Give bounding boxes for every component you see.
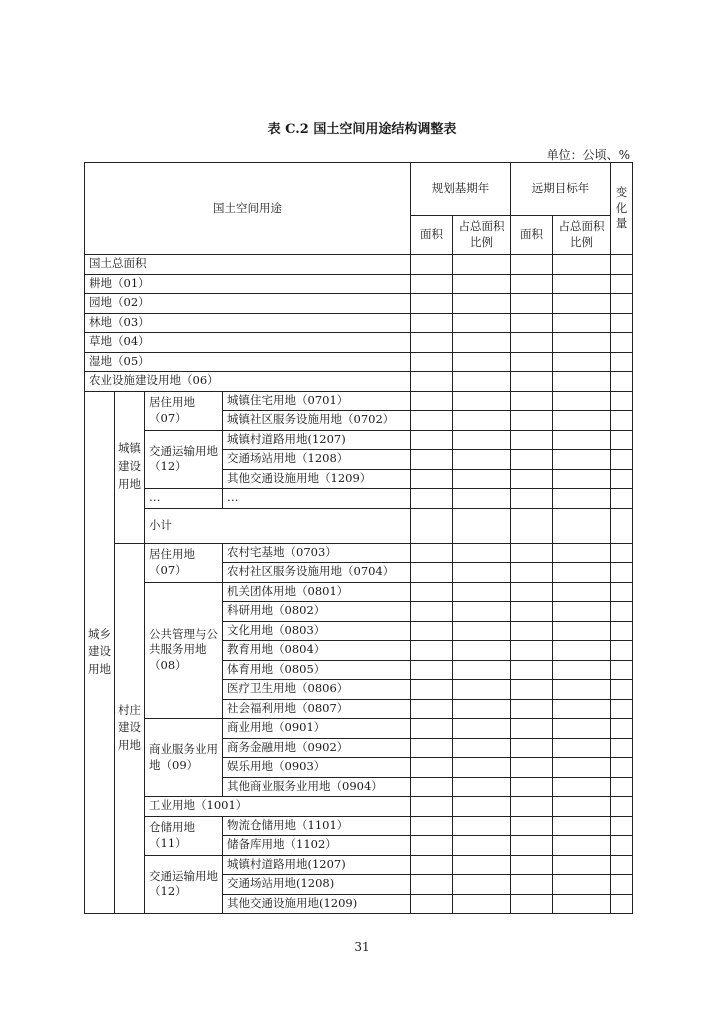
value-cell	[611, 255, 633, 275]
row-label: 草地（04）	[85, 333, 411, 353]
value-cell	[511, 563, 553, 583]
value-cell	[611, 563, 633, 583]
item-label: 城镇社区服务设施用地（0702）	[223, 411, 411, 431]
value-cell	[611, 641, 633, 661]
value-cell	[411, 563, 453, 583]
row-label: 耕地（01）	[85, 274, 411, 294]
page-title: 表 C.2 国土空间用途结构调整表	[267, 122, 457, 137]
value-cell	[511, 836, 553, 856]
value-cell	[611, 333, 633, 353]
item-label: 社会福利用地（0807）	[223, 699, 411, 719]
value-cell	[553, 660, 611, 680]
value-cell	[611, 582, 633, 602]
header-base-area: 面积	[411, 216, 453, 255]
value-cell	[511, 391, 553, 411]
value-cell	[553, 797, 611, 817]
value-cell	[553, 294, 611, 314]
value-cell	[553, 699, 611, 719]
item-label: 交通场站用地(1208)	[223, 875, 411, 895]
value-cell	[453, 875, 511, 895]
value-cell	[411, 469, 453, 489]
item-label: 商务金融用地（0902）	[223, 738, 411, 758]
value-cell	[411, 738, 453, 758]
value-cell	[411, 391, 453, 411]
table-row	[85, 855, 633, 875]
value-cell	[611, 621, 633, 641]
item-label: 农村宅基地（0703）	[223, 543, 411, 563]
header-target-area: 面积	[511, 216, 553, 255]
value-cell	[411, 333, 453, 353]
value-cell	[611, 816, 633, 836]
item-label: 文化用地（0803）	[223, 621, 411, 641]
value-cell	[411, 641, 453, 661]
value-cell	[511, 602, 553, 622]
value-cell	[453, 797, 511, 817]
value-cell	[553, 621, 611, 641]
value-cell	[553, 430, 611, 450]
value-cell	[453, 602, 511, 622]
value-cell	[553, 758, 611, 778]
value-cell	[611, 274, 633, 294]
unit-label: 单位：公顷、%	[546, 148, 630, 162]
table-row	[85, 391, 633, 411]
item-label: 其他商业服务业用地（0904）	[223, 777, 411, 797]
value-cell	[411, 450, 453, 470]
value-cell	[611, 508, 633, 543]
value-cell	[511, 855, 553, 875]
header-target-year: 远期目标年	[511, 163, 611, 216]
value-cell	[553, 313, 611, 333]
value-cell	[411, 508, 453, 543]
value-cell	[611, 855, 633, 875]
value-cell	[411, 816, 453, 836]
row-label: 林地（03）	[85, 313, 411, 333]
value-cell	[411, 680, 453, 700]
value-cell	[411, 255, 453, 275]
value-cell	[611, 469, 633, 489]
value-cell	[411, 274, 453, 294]
value-cell	[453, 621, 511, 641]
value-cell	[453, 660, 511, 680]
value-cell	[611, 836, 633, 856]
value-cell	[511, 333, 553, 353]
table-row	[85, 274, 633, 294]
value-cell	[411, 875, 453, 895]
village-label: 村庄建设用地	[115, 543, 145, 914]
group-label: 工业用地（1001）	[145, 797, 411, 817]
value-cell	[611, 352, 633, 372]
value-cell	[411, 758, 453, 778]
table-row	[85, 543, 633, 563]
value-cell	[611, 391, 633, 411]
value-cell	[453, 563, 511, 583]
value-cell	[411, 430, 453, 450]
value-cell	[411, 602, 453, 622]
header-target-ratio: 占总面积比例	[553, 216, 611, 255]
item-label: 娱乐用地（0903）	[223, 758, 411, 778]
value-cell	[611, 411, 633, 431]
value-cell	[553, 836, 611, 856]
table-row	[85, 816, 633, 836]
value-cell	[611, 875, 633, 895]
value-cell	[611, 680, 633, 700]
value-cell	[511, 660, 553, 680]
header-row	[85, 163, 633, 216]
value-cell	[553, 894, 611, 914]
item-label: 教育用地（0804）	[223, 641, 411, 661]
value-cell	[411, 836, 453, 856]
value-cell	[411, 797, 453, 817]
value-cell	[453, 680, 511, 700]
value-cell	[511, 738, 553, 758]
value-cell	[511, 274, 553, 294]
header-base-year: 规划基期年	[411, 163, 511, 216]
value-cell	[511, 430, 553, 450]
value-cell	[553, 602, 611, 622]
value-cell	[411, 621, 453, 641]
item-label: 体育用地（0805）	[223, 660, 411, 680]
value-cell	[453, 352, 511, 372]
value-cell	[511, 450, 553, 470]
value-cell	[553, 255, 611, 275]
item-label: 储备库用地（1102）	[223, 836, 411, 856]
subtotal-row	[85, 508, 633, 543]
value-cell	[453, 894, 511, 914]
value-cell	[411, 855, 453, 875]
value-cell	[453, 738, 511, 758]
value-cell	[611, 450, 633, 470]
value-cell	[611, 797, 633, 817]
value-cell	[553, 719, 611, 739]
item-label: 城镇住宅用地（0701）	[223, 391, 411, 411]
value-cell	[611, 294, 633, 314]
item-label: 城镇村道路用地(1207)	[223, 855, 411, 875]
header-base-ratio: 占总面积比例	[453, 216, 511, 255]
value-cell	[553, 274, 611, 294]
value-cell	[453, 543, 511, 563]
value-cell	[411, 660, 453, 680]
value-cell	[511, 411, 553, 431]
row-label: 国土总面积	[85, 255, 411, 275]
value-cell	[611, 758, 633, 778]
value-cell	[511, 372, 553, 392]
value-cell	[553, 641, 611, 661]
value-cell	[611, 660, 633, 680]
value-cell	[511, 680, 553, 700]
value-cell	[511, 294, 553, 314]
value-cell	[453, 489, 511, 509]
urban-rural-label: 城乡建设用地	[85, 391, 115, 914]
value-cell	[553, 582, 611, 602]
value-cell	[511, 816, 553, 836]
header-change: 变化量	[611, 163, 633, 255]
item-label: 城镇村道路用地(1207)	[223, 430, 411, 450]
group-label: 交通运输用地（12）	[145, 430, 223, 489]
table-row	[85, 372, 633, 392]
item-label: 其他交通设施用地(1209)	[223, 894, 411, 914]
value-cell	[511, 469, 553, 489]
value-cell	[611, 543, 633, 563]
value-cell	[553, 680, 611, 700]
value-cell	[611, 699, 633, 719]
value-cell	[453, 255, 511, 275]
value-cell	[511, 489, 553, 509]
table-row	[85, 313, 633, 333]
value-cell	[553, 738, 611, 758]
value-cell	[553, 391, 611, 411]
value-cell	[553, 508, 611, 543]
value-cell	[511, 797, 553, 817]
value-cell	[453, 719, 511, 739]
land-use-structure-table	[84, 162, 633, 914]
value-cell	[411, 582, 453, 602]
value-cell	[511, 255, 553, 275]
value-cell	[553, 469, 611, 489]
header-use: 国土空间用途	[85, 163, 411, 255]
table-row	[85, 582, 633, 602]
value-cell	[611, 313, 633, 333]
subtotal-label: 小计	[145, 508, 411, 543]
group-label: 仓储用地（11）	[145, 816, 223, 855]
value-cell	[453, 641, 511, 661]
value-cell	[511, 699, 553, 719]
item-label: 其他交通设施用地（1209）	[223, 469, 411, 489]
value-cell	[553, 352, 611, 372]
value-cell	[411, 411, 453, 431]
value-cell	[411, 777, 453, 797]
value-cell	[553, 563, 611, 583]
table-row	[85, 333, 633, 353]
value-cell	[411, 352, 453, 372]
value-cell	[453, 372, 511, 392]
town-label: 城镇建设用地	[115, 391, 145, 543]
value-cell	[411, 719, 453, 739]
value-cell	[411, 894, 453, 914]
value-cell	[553, 777, 611, 797]
value-cell	[453, 758, 511, 778]
value-cell	[611, 372, 633, 392]
value-cell	[453, 274, 511, 294]
table-row	[85, 352, 633, 372]
value-cell	[453, 469, 511, 489]
page-number: 31	[354, 940, 370, 954]
value-cell	[453, 294, 511, 314]
value-cell	[453, 333, 511, 353]
value-cell	[511, 875, 553, 895]
table-row	[85, 797, 633, 817]
value-cell	[411, 699, 453, 719]
group-label: 交通运输用地（12）	[145, 855, 223, 914]
value-cell	[511, 894, 553, 914]
value-cell	[611, 489, 633, 509]
item-label: …	[223, 489, 411, 509]
item-label: 交通场站用地（1208）	[223, 450, 411, 470]
value-cell	[411, 489, 453, 509]
item-label: 机关团体用地（0801）	[223, 582, 411, 602]
value-cell	[553, 489, 611, 509]
value-cell	[453, 777, 511, 797]
value-cell	[453, 391, 511, 411]
table-body	[85, 163, 633, 914]
item-label: 物流仓储用地（1101）	[223, 816, 411, 836]
value-cell	[511, 543, 553, 563]
value-cell	[411, 313, 453, 333]
value-cell	[411, 372, 453, 392]
value-cell	[553, 816, 611, 836]
group-label: …	[145, 489, 223, 509]
table-row	[85, 255, 633, 275]
group-label: 居住用地（07）	[145, 391, 223, 430]
value-cell	[453, 816, 511, 836]
value-cell	[553, 875, 611, 895]
value-cell	[553, 855, 611, 875]
group-label: 公共管理与公共服务用地（08）	[145, 582, 223, 719]
value-cell	[453, 699, 511, 719]
value-cell	[553, 333, 611, 353]
value-cell	[511, 777, 553, 797]
value-cell	[611, 602, 633, 622]
value-cell	[511, 758, 553, 778]
value-cell	[453, 313, 511, 333]
value-cell	[611, 430, 633, 450]
value-cell	[453, 430, 511, 450]
value-cell	[453, 855, 511, 875]
row-label: 园地（02）	[85, 294, 411, 314]
item-label: 科研用地（0802）	[223, 602, 411, 622]
value-cell	[453, 508, 511, 543]
value-cell	[611, 738, 633, 758]
table-row	[85, 489, 633, 509]
table-row	[85, 430, 633, 450]
value-cell	[453, 582, 511, 602]
value-cell	[511, 719, 553, 739]
value-cell	[553, 372, 611, 392]
value-cell	[453, 836, 511, 856]
value-cell	[511, 621, 553, 641]
group-label: 居住用地（07）	[145, 543, 223, 582]
item-label: 商业用地（0901）	[223, 719, 411, 739]
value-cell	[511, 508, 553, 543]
value-cell	[611, 777, 633, 797]
table-row	[85, 719, 633, 739]
row-label: 农业设施建设用地（06）	[85, 372, 411, 392]
value-cell	[411, 294, 453, 314]
value-cell	[453, 450, 511, 470]
value-cell	[553, 411, 611, 431]
value-cell	[511, 313, 553, 333]
value-cell	[511, 641, 553, 661]
value-cell	[453, 411, 511, 431]
value-cell	[611, 719, 633, 739]
value-cell	[411, 543, 453, 563]
row-label: 湿地（05）	[85, 352, 411, 372]
item-label: 医疗卫生用地（0806）	[223, 680, 411, 700]
value-cell	[511, 582, 553, 602]
value-cell	[611, 894, 633, 914]
item-label: 农村社区服务设施用地（0704）	[223, 563, 411, 583]
value-cell	[511, 352, 553, 372]
value-cell	[553, 450, 611, 470]
value-cell	[553, 543, 611, 563]
table-row	[85, 294, 633, 314]
group-label: 商业服务业用地（09）	[145, 719, 223, 797]
